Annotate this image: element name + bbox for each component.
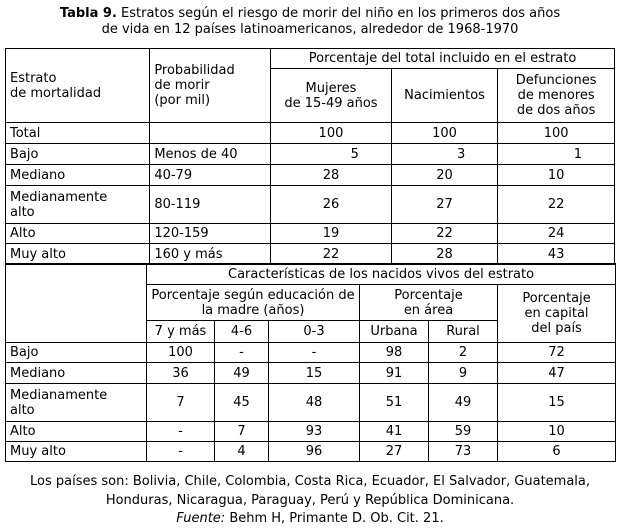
title-label: Tabla 9. bbox=[59, 6, 117, 21]
cell-urbana: 27 bbox=[360, 442, 429, 462]
header-capital: Porcentaje en capital del país bbox=[498, 285, 616, 343]
cell-nacimientos: 28 bbox=[391, 244, 497, 265]
cell-estrato: Bajo bbox=[6, 144, 150, 165]
cell-prob: 160 y más bbox=[150, 244, 271, 265]
cell-estrato: Medianamente alto bbox=[6, 186, 150, 224]
header-estrato: Estrato de mortalidad bbox=[6, 49, 150, 123]
header-urbana: Urbana bbox=[360, 321, 429, 343]
cell-mujeres: 5 bbox=[271, 144, 392, 165]
cell-mujeres: 22 bbox=[271, 244, 392, 265]
title-line2: de vida en 12 países latinoamericanos, alrededor de 1968-1970 bbox=[101, 22, 519, 37]
cell-prob: 80-119 bbox=[150, 186, 271, 224]
cell-defunciones: 24 bbox=[498, 224, 615, 244]
cell-urbana: 98 bbox=[360, 343, 429, 363]
cell-e7: 36 bbox=[147, 363, 215, 384]
header-educ-0-3: 0-3 bbox=[269, 321, 360, 343]
source-note: Fuente: Behm H, Primante D. Ob. Cit. 21. bbox=[176, 511, 444, 526]
table-title bbox=[0, 6, 620, 38]
cell-estrato: Alto bbox=[6, 224, 150, 244]
cell-e46: 4 bbox=[215, 442, 269, 462]
cell-prob: Menos de 40 bbox=[150, 144, 271, 165]
cell-estrato: Muy alto bbox=[6, 244, 150, 265]
countries-note: Los países son: Bolivia, Chile, Colombia, Costa Rica, Ecuador, El Salvador, Guatemala, Honduras, Nicaragua, Paraguay, Perú y República Dominicana. bbox=[29, 474, 591, 508]
cell-e03: 93 bbox=[269, 422, 360, 442]
cell-rural: 2 bbox=[429, 343, 498, 363]
cell-estrato: Bajo bbox=[6, 343, 147, 363]
table-row bbox=[6, 384, 616, 422]
cell-e7: 7 bbox=[147, 384, 215, 422]
cell-capital: 6 bbox=[498, 442, 616, 462]
table-row bbox=[6, 186, 615, 224]
cell-estrato: Medianamente alto bbox=[6, 384, 147, 422]
table-top bbox=[5, 48, 615, 265]
table-row bbox=[6, 224, 615, 244]
cell-mujeres: 100 bbox=[271, 123, 392, 144]
cell-estrato: Mediano bbox=[6, 363, 147, 384]
header-blank bbox=[6, 264, 147, 343]
cell-e03: 48 bbox=[269, 384, 360, 422]
cell-e7: - bbox=[147, 422, 215, 442]
cell-e46: - bbox=[215, 343, 269, 363]
header-educ-7mas: 7 y más bbox=[147, 321, 215, 343]
table-row bbox=[6, 123, 615, 144]
table-row bbox=[6, 244, 615, 265]
cell-defunciones: 100 bbox=[498, 123, 615, 144]
table-row bbox=[6, 422, 616, 442]
cell-nacimientos: 100 bbox=[391, 123, 497, 144]
cell-estrato: Alto bbox=[6, 422, 147, 442]
cell-e7: 100 bbox=[147, 343, 215, 363]
cell-urbana: 91 bbox=[360, 363, 429, 384]
cell-e46: 49 bbox=[215, 363, 269, 384]
cell-prob bbox=[150, 123, 271, 144]
cell-capital: 47 bbox=[498, 363, 616, 384]
table-row bbox=[6, 363, 616, 384]
cell-nacimientos: 20 bbox=[391, 165, 497, 186]
header-porcentaje-total: Porcentaje del total incluido en el estrato bbox=[271, 49, 615, 69]
cell-defunciones: 43 bbox=[498, 244, 615, 265]
header-caracteristicas: Características de los nacidos vivos del estrato bbox=[147, 264, 616, 285]
header-mujeres: Mujeres de 15-49 años bbox=[271, 69, 392, 123]
cell-estrato: Mediano bbox=[6, 165, 150, 186]
cell-prob: 120-159 bbox=[150, 224, 271, 244]
cell-estrato: Muy alto bbox=[6, 442, 147, 462]
header-educ-4-6: 4-6 bbox=[215, 321, 269, 343]
cell-nacimientos: 27 bbox=[391, 186, 497, 224]
table-bottom bbox=[5, 263, 616, 462]
cell-prob: 40-79 bbox=[150, 165, 271, 186]
cell-e03: 96 bbox=[269, 442, 360, 462]
cell-e03: - bbox=[269, 343, 360, 363]
header-area: Porcentaje en área bbox=[360, 285, 498, 321]
cell-e7: - bbox=[147, 442, 215, 462]
header-nacimientos: Nacimientos bbox=[391, 69, 497, 123]
header-probabilidad: Probabilidad de morir (por mil) bbox=[150, 49, 271, 123]
cell-rural: 59 bbox=[429, 422, 498, 442]
cell-capital: 15 bbox=[498, 384, 616, 422]
header-rural: Rural bbox=[429, 321, 498, 343]
cell-e03: 15 bbox=[269, 363, 360, 384]
cell-rural: 9 bbox=[429, 363, 498, 384]
table-row bbox=[6, 442, 616, 462]
cell-rural: 73 bbox=[429, 442, 498, 462]
cell-defunciones: 1 bbox=[498, 144, 615, 165]
table-row bbox=[6, 144, 615, 165]
cell-defunciones: 10 bbox=[498, 165, 615, 186]
cell-capital: 10 bbox=[498, 422, 616, 442]
title-line1: Estratos según el riesgo de morir del niño en los primeros dos años bbox=[121, 6, 561, 21]
header-educacion: Porcentaje según educación de la madre (años) bbox=[147, 285, 360, 321]
cell-nacimientos: 3 bbox=[391, 144, 497, 165]
cell-rural: 49 bbox=[429, 384, 498, 422]
header-defunciones: Defunciones de menores de dos años bbox=[498, 69, 615, 123]
cell-estrato: Total bbox=[6, 123, 150, 144]
cell-mujeres: 26 bbox=[271, 186, 392, 224]
table-row bbox=[6, 343, 616, 363]
cell-e46: 7 bbox=[215, 422, 269, 442]
cell-nacimientos: 22 bbox=[391, 224, 497, 244]
table-row bbox=[6, 165, 615, 186]
cell-urbana: 51 bbox=[360, 384, 429, 422]
cell-defunciones: 22 bbox=[498, 186, 615, 224]
cell-urbana: 41 bbox=[360, 422, 429, 442]
cell-capital: 72 bbox=[498, 343, 616, 363]
cell-mujeres: 28 bbox=[271, 165, 392, 186]
cell-mujeres: 19 bbox=[271, 224, 392, 244]
cell-e46: 45 bbox=[215, 384, 269, 422]
